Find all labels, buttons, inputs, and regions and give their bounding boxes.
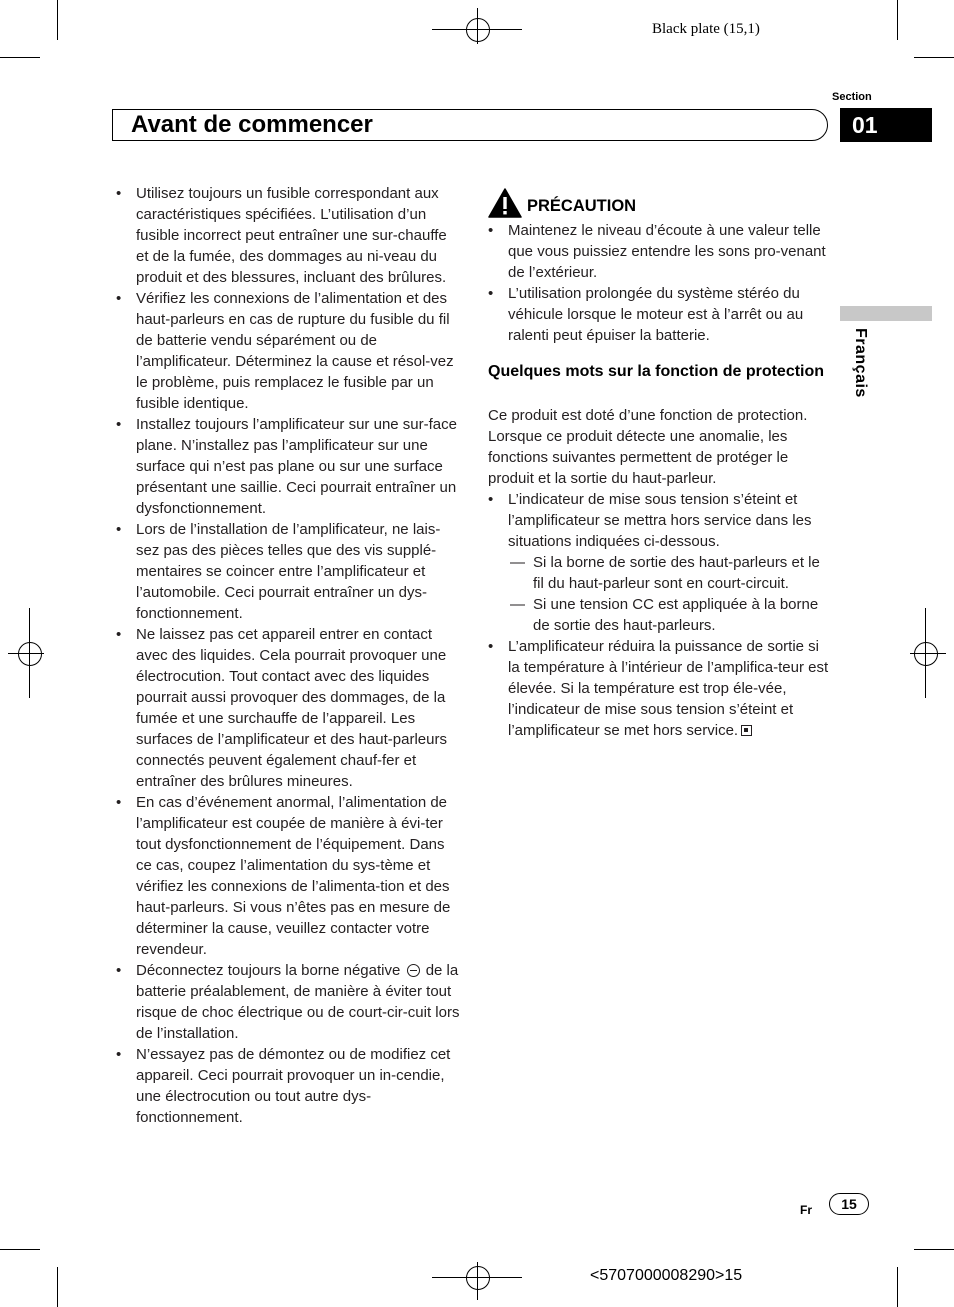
- language-label: Français: [852, 328, 869, 398]
- bullet-icon: •: [116, 185, 122, 202]
- registration-mark-icon: [18, 642, 42, 666]
- caution-label: PRÉCAUTION: [527, 197, 637, 215]
- crop-mark: [57, 1267, 58, 1307]
- list-item: [116, 960, 461, 1044]
- end-mark-icon: [741, 725, 752, 736]
- protection-heading: Quelques mots sur la fonction de protection: [488, 363, 825, 380]
- bullet-icon: •: [116, 290, 122, 307]
- barcode-number: <5707000008290>15: [590, 1267, 743, 1284]
- list-item: [488, 489, 833, 552]
- list-item: [116, 288, 461, 414]
- dash-icon: —: [510, 596, 525, 613]
- crop-mark: [57, 0, 58, 40]
- language-code: Fr: [800, 1203, 812, 1217]
- page-title: Avant de commencer: [131, 111, 373, 138]
- bullet-icon: •: [488, 222, 494, 239]
- list-item: [116, 414, 461, 519]
- registration-mark-icon: [466, 1266, 490, 1290]
- section-number: 01: [840, 108, 932, 142]
- crop-mark: [0, 57, 40, 58]
- list-item-text: N’essayez pas de démontez ou de modifiez cet appareil. Ceci pourrait provoquer un in-cendie, une électrocution ou tout autre dys-fonctionnement.: [136, 1046, 451, 1126]
- list-item-text: Lors de l’installation de l’amplificateur, ne lais-sez pas des pièces telles que des vis supplé-mentaires se coincer entre l’amplificateur et l’automobile. Ceci pourrait entraîner un dys-fonctionnement.: [136, 521, 441, 622]
- negative-terminal-icon: [407, 964, 420, 977]
- crop-mark: [0, 1249, 40, 1250]
- list-item: [116, 792, 461, 960]
- bullet-icon: •: [488, 638, 494, 655]
- list-item: [116, 1044, 461, 1128]
- list-item-text: de la batterie préalablement, de manière à éviter tout risque de choc électrique ou de court-cir-cuit lors de l’installation.: [136, 962, 460, 1042]
- list-item-text: Installez toujours l’amplificateur sur une sur-face plane. N’installez pas l’amplificateur sur une surface qui n’est pas plane ou sur une surface présentant une saillie. Ceci pourrait entraîner un dysfonctionnement.: [136, 416, 457, 517]
- crop-mark: [914, 57, 954, 58]
- bullet-icon: •: [116, 962, 122, 979]
- left-column: [116, 183, 461, 1128]
- language-tab: [840, 306, 932, 321]
- list-item-text: L’amplificateur réduira la puissance de sortie si la température à l’intérieur de l’amplifica-teur est élevée. Si la température est trop éle-vée, l’indicateur de mise sous tension s’éteint et l’amplificateur se met hors service.: [508, 638, 829, 739]
- list-item-text: Déconnectez toujours la borne négative: [136, 962, 401, 979]
- sub-list-item: [488, 594, 833, 636]
- plate-label: Black plate (15,1): [652, 21, 760, 37]
- list-item-text: L’indicateur de mise sous tension s’éteint et l’amplificateur se mettra hors service dans les situations indiquées ci-dessous.: [508, 491, 812, 550]
- list-item: [488, 220, 833, 283]
- list-item: [488, 283, 833, 346]
- bullet-icon: •: [488, 491, 494, 508]
- list-item-text: En cas d’événement anormal, l’alimentation de l’amplificateur est coupée de manière à évi-ter tout dysfonctionnement de l’équipement. Dans ce cas, coupez l’alimentation du sys-tème et vérifiez les connexions de l’alimenta-tion et des haut-parleurs. Si vous n’êtes pas en mesure de déterminer la cause, veuillez contacter votre revendeur.: [136, 794, 451, 958]
- warning-triangle-icon: [488, 188, 522, 218]
- crop-mark: [897, 1267, 898, 1307]
- caution-list: [488, 220, 833, 346]
- list-item: [116, 183, 461, 288]
- bullet-icon: •: [116, 416, 122, 433]
- section-label: Section: [832, 91, 872, 103]
- bullet-icon: •: [116, 626, 122, 643]
- bullet-icon: •: [488, 285, 494, 302]
- list-item: [488, 636, 833, 741]
- sub-list-item-text: Si la borne de sortie des haut-parleurs et le fil du haut-parleur sont en court-circuit.: [533, 554, 820, 592]
- list-item-text: Utilisez toujours un fusible correspondant aux caractéristiques spécifiées. L’utilisation d’un fusible incorrect peut entraîner une sur-chauffe et de la fumée, des dommages au ni-veau du produit et des blessures, incluant des brûlures.: [136, 185, 447, 286]
- registration-mark-icon: [466, 18, 490, 42]
- registration-mark-icon: [914, 642, 938, 666]
- bullet-icon: •: [116, 521, 122, 538]
- list-item-text: Maintenez le niveau d’écoute à une valeur telle que vous puissiez entendre les sons pro-venant de l’extérieur.: [508, 222, 826, 281]
- list-item: [116, 519, 461, 624]
- list-item-text: Ne laissez pas cet appareil entrer en contact avec des liquides. Cela pourrait provoquer une électrocution. Tout contact avec des liquides pourrait aussi provoquer des dommages, de la fumée et une surchauffe de l’appareil. Les surfaces de l’amplificateur et des haut-parleurs connectés peuvent également chauf-fer et entraîner des brûlures mineures.: [136, 626, 447, 790]
- crop-mark: [914, 1249, 954, 1250]
- page-number: 15: [829, 1193, 869, 1215]
- bullet-icon: •: [116, 1046, 122, 1063]
- dash-icon: —: [510, 554, 525, 571]
- sub-list-item: [488, 552, 833, 594]
- bullet-icon: •: [116, 794, 122, 811]
- crop-mark: [897, 0, 898, 40]
- sub-list-item-text: Si une tension CC est appliquée à la borne de sortie des haut-parleurs.: [533, 596, 819, 634]
- protection-body: [488, 405, 833, 741]
- list-item-text: L’utilisation prolongée du système stéréo du véhicule lorsque le moteur est à l’arrêt ou au ralenti peut épuiser la batterie.: [508, 285, 804, 344]
- protection-intro: Ce produit est doté d’une fonction de protection. Lorsque ce produit détecte une anomalie, les fonctions suivantes permettent de protéger le produit et la sortie du haut-parleur.: [488, 407, 808, 487]
- list-item: [116, 624, 461, 792]
- list-item-text: Vérifiez les connexions de l’alimentation et des haut-parleurs en cas de rupture du fusible du fil de batterie vendu séparément ou de l’amplificateur. Déterminez la cause et résol-vez le problème, puis remplacez le fusible par un fusible identique.: [136, 290, 454, 412]
